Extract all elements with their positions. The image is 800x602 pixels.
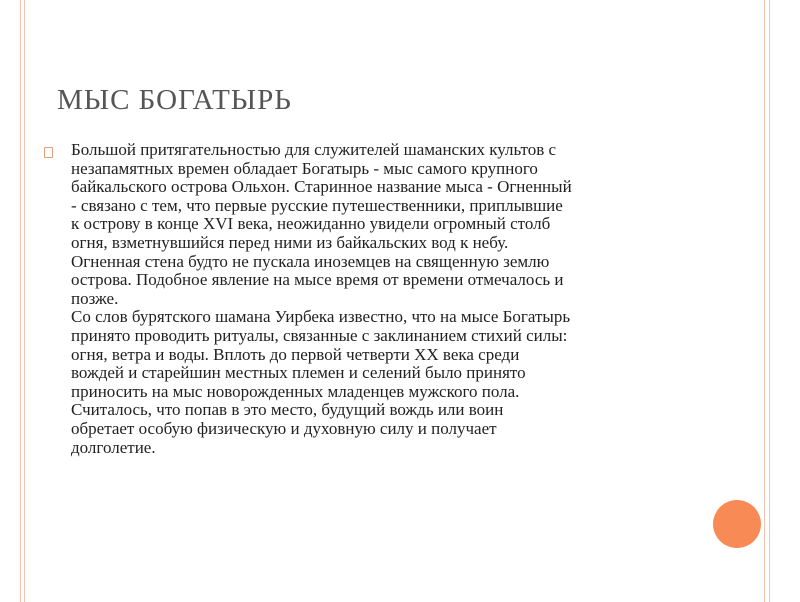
text-line: Огненная стена будто не пускала иноземцев на священную землю [71, 251, 550, 271]
text-line: огня, ветра и воды. Вплоть до первой четверти XX века среди [71, 344, 520, 364]
right-frame-border [764, 0, 770, 602]
text-line: острова. Подобное явление на мысе время от времени отмечалось и [71, 270, 564, 290]
text-line: Считалось, что попав в это место, будущий вождь или воин [71, 400, 504, 420]
text-line: Большой притягательностью для служителей шаманских культов с [71, 140, 557, 159]
text-line: байкальского острова Ольхон. Старинное название мыса - Огненный [71, 177, 572, 197]
body-paragraph [71, 141, 701, 457]
text-line: долголетие. [71, 437, 156, 457]
text-line: Со слов бурятского шамана Уирбека известно, что на мысе Богатырь [71, 307, 571, 327]
text-line: незапамятных времен обладает Богатырь - мыс самого крупного [71, 158, 538, 178]
text-line: огня, взметнувшийся перед ними из байкальских вод к небу. [71, 232, 509, 252]
text-line: - связано с тем, что первые русские путешественники, приплывшие [71, 195, 563, 215]
bullet-icon [44, 147, 53, 158]
left-frame-border [20, 0, 25, 602]
text-line: позже. [71, 288, 119, 308]
text-line: приносить на мыс новорожденных младенцев мужского пола. [71, 381, 520, 401]
text-line: обретает особую физическую и духовную силу и получает [71, 418, 497, 438]
text-line: принято проводить ритуалы, связанные с заклинанием стихий силы: [71, 325, 568, 345]
text-line: вождей и старейшин местных племен и селений было принято [71, 363, 526, 383]
slide-title: МЫС БОГАТЫРЬ [57, 84, 292, 116]
text-line: к острову в конце XVI века, неожиданно увидели огромный столб [71, 214, 551, 234]
accent-circle [713, 500, 761, 548]
